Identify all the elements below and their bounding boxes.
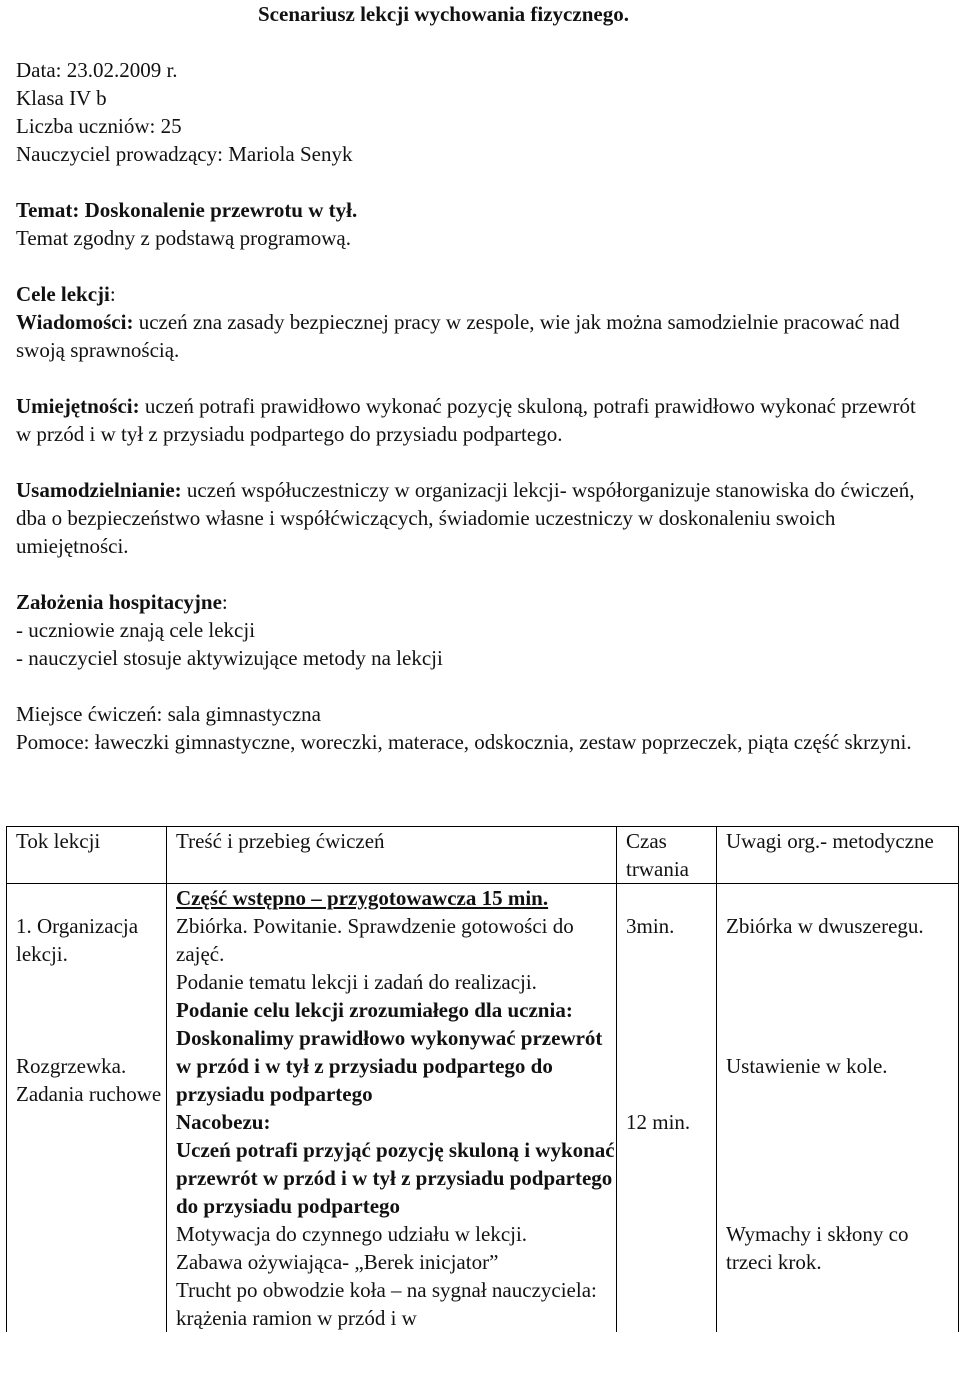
assumptions-heading [16,588,936,616]
note-swings: Wymachy i skłony co trzeci krok. [726,1222,909,1274]
content-p7: Motywacja do czynnego udziału w lekcji. [176,1222,528,1246]
goals-independence [16,476,936,560]
goals-heading [16,280,936,308]
knowledge-text: uczeń zna zasady bezpiecznej pracy w zespole, wie jak można samodzielnie pracować nad swoją sprawnością. [16,310,900,362]
content-p8: Zabawa ożywiająca- „Berek inicjator” [176,1250,499,1274]
content-p9: Trucht po obwodzie koła – na sygnał nauczyciela: krążenia ramion w przód i w [176,1278,597,1330]
header-lesson-flow: Tok lekcji [7,827,167,884]
lesson-plan-table [6,826,959,1332]
knowledge-label: Wiadomości: [16,310,134,334]
content-p2: Podanie tematu lekcji i zadań do realizacji. [176,970,537,994]
lesson-class: Klasa IV b [16,86,107,110]
table-row [7,884,959,1333]
header-notes: Uwagi org.- metodyczne [717,827,959,884]
goals-heading-label: Cele lekcji [16,282,110,306]
document-body [16,56,936,756]
exercise-place: Miejsce ćwiczeń: sala gimnastyczna [16,702,321,726]
skills-text: uczeń potrafi prawidłowo wykonać pozycję skuloną, potrafi prawidłowo wykonać przewrót w przód i w tył z przysiadu podpartego do przysiadu podpartego. [16,394,916,446]
duration-warmup: 12 min. [626,1110,691,1134]
section-heading [176,884,616,912]
flow-item-organization: 1. Organizacja lekcji. [16,914,139,966]
topic-note: Temat zgodny z podstawą programową. [16,226,352,250]
note-assembly: Zbiórka w dwuszeregu. [726,914,924,938]
document-title: Scenariusz lekcji wychowania fizycznego. [258,2,629,26]
content-p6: Uczeń potrafi przyjąć pozycję skuloną i wykonać przewrót w przód i w tył z przysiadu podpartego do przysiadu podpartego [176,1138,615,1218]
independence-label: Usamodzielnianie: [16,478,182,502]
teacher-name: Nauczyciel prowadzący: Mariola Senyk [16,142,353,166]
table-header-row [7,827,959,884]
assumptions-heading-label: Założenia hospitacyjne [16,590,222,614]
header-content: Treść i przebieg ćwiczeń [167,827,617,884]
duration-cell [617,884,717,1333]
goals-heading-colon: : [109,282,116,306]
notes-cell [717,884,959,1333]
goals-skills [16,392,936,448]
independence-text: uczeń współuczestniczy w organizacji lekcji- współorganizuje stanowiska do ćwiczeń, dba o bezpieczeństwo własne i współćwiczących, świadomie uczestniczy w doskonaleniu swoich umiejętności. [16,478,915,558]
flow-item-warmup: Rozgrzewka. Zadania ruchowe [16,1054,162,1106]
content-p4: Doskonalimy prawidłowo wykonywać przewrót w przód i w tył z przysiadu podpartego do przysiadu podpartego [176,1026,603,1106]
duration-organization: 3min. [626,914,675,938]
lesson-date: Data: 23.02.2009 r. [16,58,178,82]
teaching-aids: Pomoce: ławeczki gimnastyczne, woreczki, materace, odskocznia, zestaw poprzeczek, piąta część skrzyni. [16,730,912,754]
header-duration: Czas trwania [617,827,717,884]
goals-knowledge [16,308,936,364]
section-heading-text: Część wstępno – przygotowawcza 15 min. [176,886,549,910]
student-count: Liczba uczniów: 25 [16,114,182,138]
note-circle: Ustawienie w kole. [726,1054,888,1078]
content-p1: Zbiórka. Powitanie. Sprawdzenie gotowości do zajęć. [176,914,574,966]
content-p5: Nacobezu: [176,1110,271,1134]
assumption-item: - nauczyciel stosuje aktywizujące metody na lekcji [16,646,443,670]
assumption-item: - uczniowie znają cele lekcji [16,618,256,642]
lesson-flow-cell [7,884,167,1333]
skills-label: Umiejętności: [16,394,140,418]
content-cell [167,884,617,1333]
lesson-topic: Temat: Doskonalenie przewrotu w tył. [16,198,358,222]
content-p3: Podanie celu lekcji zrozumiałego dla ucznia: [176,998,573,1022]
assumptions-heading-colon: : [221,590,228,614]
